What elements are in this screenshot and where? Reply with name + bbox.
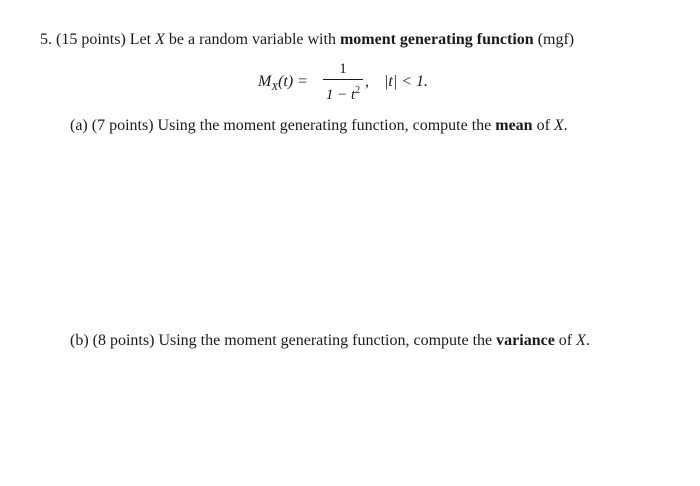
intro-text-1: Let [129, 31, 152, 48]
intro-text-2: be a random variable with [168, 31, 336, 48]
problem-number: 5. [40, 31, 52, 48]
part-b-label: (b) [70, 332, 89, 349]
part-a-points: (7 points) [91, 117, 154, 134]
formula-comma: , [365, 73, 369, 90]
formula-lhs: $M_X(t)$ = [258, 73, 308, 93]
formula-fraction [323, 60, 363, 103]
part-a-end: . [563, 117, 568, 134]
part-b [70, 331, 590, 351]
part-b-of: of [558, 332, 573, 349]
part-a-bold: mean [495, 117, 533, 134]
part-a-of: of [536, 117, 550, 134]
fraction-bar [323, 79, 363, 80]
fraction-denominator: $1 - t^2$ [325, 85, 361, 103]
problem-points: (15 points) [56, 31, 126, 48]
part-b-points: (8 points) [92, 332, 155, 349]
part-a-variable: X [553, 117, 564, 134]
part-b-variable: X [576, 332, 586, 349]
part-a [70, 116, 568, 136]
part-b-text: Using the moment generating function, compute the [158, 332, 493, 349]
fraction-numerator: 1 [339, 61, 347, 77]
part-b-bold: variance [496, 332, 555, 349]
part-a-label: (a) [70, 117, 88, 134]
part-a-text: Using the moment generating function, compute the [157, 117, 492, 134]
problem-statement [40, 30, 574, 50]
random-variable: X [155, 31, 165, 48]
formula-condition: |t| < 1. [384, 73, 429, 90]
part-b-end: . [585, 332, 590, 349]
mgf-abbrev: (mgf) [537, 31, 575, 48]
mgf-term: moment generating function [339, 31, 534, 48]
